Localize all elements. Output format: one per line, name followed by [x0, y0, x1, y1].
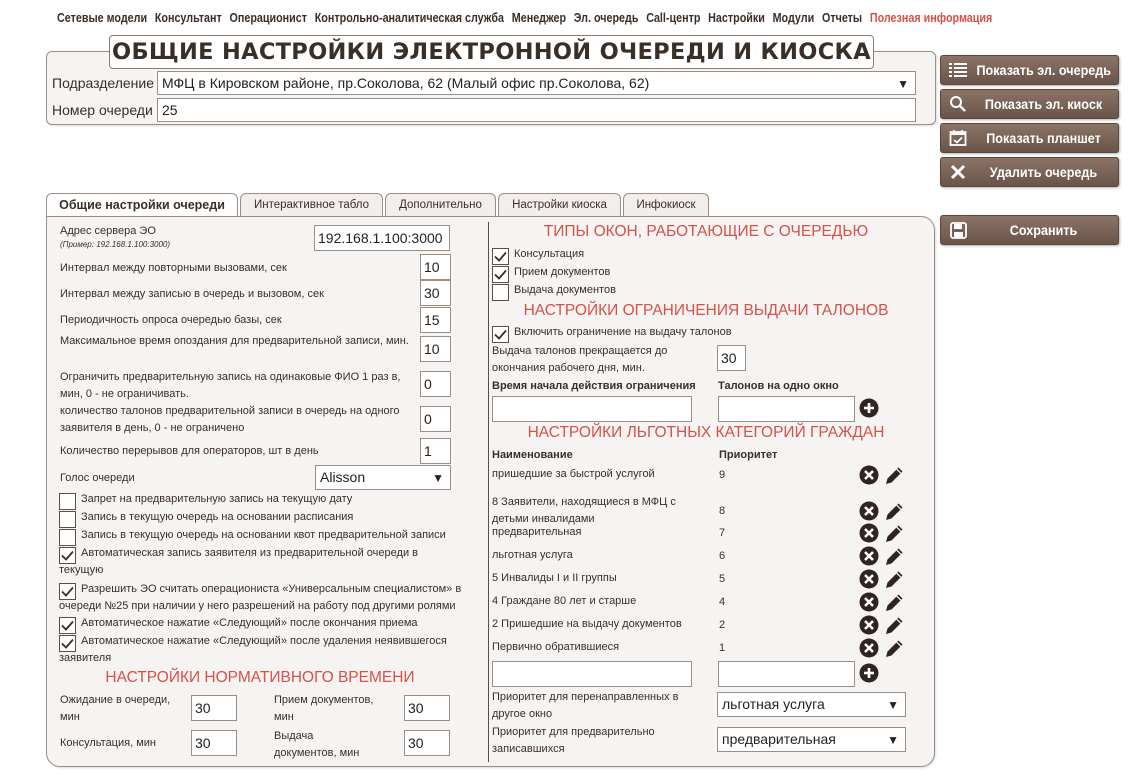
- privileged-categories-title: НАСТРОЙКИ ЛЬГОТНЫХ КАТЕГОРИЙ ГРАЖДАН: [527, 424, 885, 441]
- edit-category-pencil-icon[interactable]: [883, 523, 903, 543]
- recall-interval-input[interactable]: 10: [420, 254, 451, 280]
- delete-category-close-icon[interactable]: [859, 592, 879, 612]
- norm-reception-input[interactable]: 30: [404, 695, 450, 721]
- delete-category-close-icon[interactable]: [859, 501, 879, 521]
- show-kiosk-button[interactable]: [940, 89, 1119, 119]
- add-limit-plus-icon[interactable]: [859, 398, 879, 418]
- norm-issue-input[interactable]: 30: [404, 730, 450, 756]
- col-name-header: Наименование: [492, 449, 573, 461]
- nav-useful-info[interactable]: Полезная информация: [869, 11, 993, 25]
- checkbox-label-universal-specialist: Разрешить ЭО считать операциониста «Универсальным специалистом» в очереди №25 при наличии у него разрешений на работу под другими ролями: [59, 583, 462, 612]
- edit-category-pencil-icon[interactable]: [883, 638, 903, 658]
- server-address-hint: (Пример: 192.168.1.100:3000): [60, 240, 171, 249]
- nav-reports[interactable]: Отчеты: [821, 11, 863, 25]
- tab-interactive-board[interactable]: Интерактивное табло: [240, 193, 383, 217]
- delete-category-close-icon[interactable]: [859, 546, 879, 566]
- delete-category-close-icon[interactable]: [859, 569, 879, 589]
- delete-category-close-icon[interactable]: [859, 523, 879, 543]
- show-queue-label: Показать эл. очередь: [975, 62, 1111, 78]
- limit-start-input[interactable]: [492, 396, 692, 422]
- division-label: Подразделение: [52, 75, 155, 91]
- prebook-priority-select[interactable]: [717, 727, 906, 752]
- show-kiosk-label: Показать эл. киоск: [984, 96, 1103, 112]
- floppy-disk-icon: [947, 220, 969, 240]
- checkbox-label-auto-next-after-no-show: Автоматическое нажатие «Следующий» после удаления неявившегося заявителя: [59, 635, 447, 664]
- redirect-priority-value: льготная услуга: [722, 696, 825, 712]
- checkbox-auto-next-after-reception[interactable]: [59, 617, 76, 634]
- edit-category-pencil-icon[interactable]: [883, 569, 903, 589]
- checkbox-window-consultation[interactable]: [492, 248, 509, 265]
- category-name: 8 Заявители, находящиеся в МФЦ с детьми инвалидами: [492, 496, 676, 525]
- chevron-down-icon: ▼: [887, 698, 899, 712]
- norm-reception-label: Прием документов, мин: [274, 694, 374, 723]
- checkmark-icon: [494, 251, 507, 262]
- nav-call-center[interactable]: Call-центр: [646, 11, 701, 25]
- redirect-priority-select[interactable]: [717, 692, 906, 717]
- norm-consult-label: Консультация, мин: [60, 737, 156, 749]
- limit-stop-input[interactable]: 30: [717, 345, 746, 371]
- category-name: пришедшие за быстрой услугой: [492, 468, 655, 480]
- save-label: Сохранить: [1009, 222, 1078, 238]
- category-name: Первично обратившиеся: [492, 641, 620, 653]
- checkbox-enable-limit[interactable]: [492, 326, 509, 343]
- tab-additional[interactable]: Дополнительно: [385, 193, 496, 217]
- prebook-priority-label: Приоритет для предварительно записавшихся: [492, 726, 655, 755]
- delete-category-close-icon[interactable]: [859, 638, 879, 658]
- prebook-priority-value: предварительная: [722, 731, 836, 747]
- nav-control-analytics[interactable]: Контрольно-аналитическая служба: [314, 11, 505, 25]
- division-value: МФЦ в Кировском районе, пр.Соколова, 62 (Малый офис пр.Соколова, 62): [162, 75, 650, 91]
- checkbox-label-enable-limit: Включить ограничение на выдачу талонов: [514, 326, 732, 338]
- nav-modules[interactable]: Модули: [772, 11, 815, 25]
- tab-kiosk-settings[interactable]: Настройки киоска: [498, 193, 621, 217]
- checkbox-label-window-issue: Выдача документов: [514, 284, 616, 296]
- add-category-plus-icon[interactable]: [859, 663, 879, 683]
- voice-select[interactable]: [315, 465, 451, 490]
- checkbox-label-forbid-prebook-today: Запрет на предварительную запись на текущую дату: [81, 493, 353, 505]
- window-types-title: ТИПЫ ОКОН, РАБОТАЮЩИЕ С ОЧЕРЕДЬЮ: [543, 223, 869, 240]
- delete-category-close-icon[interactable]: [859, 465, 879, 485]
- breaks-input[interactable]: 1: [420, 438, 451, 464]
- norm-issue-label: Выдача документов, мин: [274, 730, 360, 759]
- column-divider: [488, 222, 489, 762]
- norm-wait-input[interactable]: 30: [191, 695, 237, 721]
- field-label-same-name-limit: Ограничить предварительную запись на одинаковые ФИО 1 раз в, мин, 0 - не ограничивать.: [60, 371, 401, 400]
- nav-consultant[interactable]: Консультант: [154, 11, 222, 25]
- redirect-priority-label: Приоритет для перенаправленных в другое окно: [492, 691, 679, 720]
- chevron-down-icon: ▼: [887, 733, 899, 747]
- limit-settings-title: НАСТРОЙКИ ОГРАНИЧЕНИЯ ВЫДАЧИ ТАЛОНОВ: [523, 302, 889, 319]
- checkbox-label-auto-next-after-reception: Автоматическое нажатие «Следующий» после окончания приема: [81, 617, 418, 629]
- server-address-title: Адрес сервера ЭО: [60, 225, 156, 237]
- delete-queue-button[interactable]: [940, 157, 1119, 187]
- limit-start-header: Время начала действия ограничения: [492, 380, 696, 392]
- delete-category-close-icon[interactable]: [859, 615, 879, 635]
- norm-consult-input[interactable]: 30: [191, 730, 237, 756]
- calendar-icon: [947, 128, 969, 148]
- limit-per-window-header: Талонов на одно окно: [718, 380, 839, 392]
- category-priority: 5: [719, 572, 726, 585]
- checkmark-icon: [494, 329, 507, 340]
- register-call-interval-input[interactable]: 30: [420, 280, 451, 306]
- edit-category-pencil-icon[interactable]: [883, 465, 903, 485]
- server-address-input[interactable]: 192.168.1.100:3000: [314, 225, 450, 251]
- tab-infokiosk[interactable]: Инфокиоск: [623, 193, 709, 217]
- list-icon: [947, 60, 969, 80]
- category-name: предварительная: [492, 526, 582, 538]
- category-name: 5 Инвалиды I и II группы: [492, 572, 617, 584]
- checkbox-label-window-reception: Прием документов: [514, 266, 611, 278]
- field-label-max-late: Максимальное время опоздания для предварительной записи, мин.: [60, 335, 409, 347]
- limit-stop-label: Выдача талонов прекращается до окончания рабочего дня, мин.: [492, 345, 668, 374]
- nav-manager[interactable]: Менеджер: [511, 11, 567, 25]
- voice-value: Alisson: [320, 469, 366, 485]
- checkmark-icon: [61, 620, 74, 631]
- nav-operator[interactable]: Операционист: [229, 11, 308, 25]
- field-label-breaks: Количество перерывов для операторов, шт в день: [60, 445, 319, 457]
- category-priority: 1: [719, 641, 726, 654]
- field-label-recall-interval: Интервал между повторными вызовами, сек: [60, 262, 287, 274]
- limit-per-window-input[interactable]: [718, 396, 855, 422]
- category-name: 4 Граждане 80 лет и старше: [492, 595, 637, 607]
- chevron-down-icon: ▼: [432, 471, 444, 485]
- checkbox-label-auto-prebook-to-current: Автоматическая запись заявителя из предварительной очереди в текущую: [59, 547, 418, 576]
- nav-e-queue[interactable]: Эл. очередь: [573, 11, 639, 25]
- nav-settings[interactable]: Настройки: [708, 11, 765, 25]
- category-priority: 2: [719, 618, 726, 631]
- norm-wait-label: Ожидание в очереди, мин: [60, 694, 171, 723]
- col-priority-header: Приоритет: [719, 449, 778, 461]
- edit-category-pencil-icon[interactable]: [883, 615, 903, 635]
- checkbox-quota-based[interactable]: [59, 529, 76, 546]
- tickets-per-day-input[interactable]: 0: [420, 406, 451, 432]
- same-name-limit-input[interactable]: 0: [420, 371, 451, 397]
- search-icon: [947, 94, 969, 114]
- show-tablet-button[interactable]: [940, 123, 1119, 153]
- checkbox-forbid-prebook-today[interactable]: [59, 493, 76, 510]
- field-label-register-call-interval: Интервал между записью в очередь и вызовом, сек: [60, 288, 324, 300]
- norm-time-title: НАСТРОЙКИ НОРМАТИВНОГО ВРЕМЕНИ: [105, 669, 415, 686]
- server-address-label: [60, 223, 310, 250]
- edit-category-pencil-icon[interactable]: [883, 546, 903, 566]
- voice-label: Голос очереди: [60, 472, 135, 484]
- checkbox-schedule-based[interactable]: [59, 511, 76, 528]
- delete-queue-label: Удалить очередь: [989, 164, 1098, 180]
- division-select[interactable]: [157, 71, 916, 95]
- category-priority: 4: [719, 595, 726, 608]
- category-priority: 6: [719, 549, 726, 562]
- chevron-down-icon: ▼: [897, 77, 909, 91]
- category-priority: 7: [719, 526, 726, 539]
- category-priority: 9: [719, 468, 726, 481]
- page-title: ОБЩИЕ НАСТРОЙКИ ЭЛЕКТРОННОЙ ОЧЕРЕДИ И КИОСКА: [109, 35, 874, 69]
- edit-category-pencil-icon[interactable]: [883, 592, 903, 612]
- category-priority: 8: [719, 505, 726, 517]
- checkmark-icon: [494, 269, 507, 280]
- show-queue-button[interactable]: [940, 55, 1119, 85]
- field-label-tickets-per-day: количество талонов предварительной записи в очередь на одного заявителя в день, 0 - не ограничено: [60, 405, 400, 434]
- nav-network-models[interactable]: Сетевые модели: [57, 11, 148, 25]
- edit-category-pencil-icon[interactable]: [883, 501, 903, 521]
- field-label-poll-period: Периодичность опроса очередью базы, сек: [60, 314, 282, 326]
- checkbox-label-quota-based: Запись в текущую очередь на основании квот предварительной записи: [81, 529, 446, 541]
- close-icon: [947, 162, 969, 182]
- poll-period-input[interactable]: 15: [420, 307, 451, 333]
- queue-number-label: Номер очереди: [52, 102, 153, 118]
- category-name: льготная услуга: [492, 549, 573, 561]
- queue-number-field[interactable]: 25: [157, 98, 916, 122]
- category-name: 2 Пришедшие на выдачу документов: [492, 618, 682, 630]
- tab-general-settings[interactable]: Общие настройки очереди: [46, 193, 238, 218]
- show-tablet-label: Показать планшет: [986, 130, 1101, 146]
- checkbox-window-reception[interactable]: [492, 266, 509, 283]
- checkbox-label-schedule-based: Запись в текущую очередь на основании расписания: [81, 511, 354, 523]
- checkbox-label-window-consultation: Консультация: [514, 248, 585, 260]
- max-late-input[interactable]: 10: [420, 336, 451, 362]
- top-navigation: [57, 11, 992, 27]
- save-button[interactable]: [940, 215, 1119, 245]
- new-category-priority-input[interactable]: [718, 661, 855, 687]
- checkbox-window-issue[interactable]: [492, 284, 509, 301]
- new-category-name-input[interactable]: [492, 661, 692, 687]
